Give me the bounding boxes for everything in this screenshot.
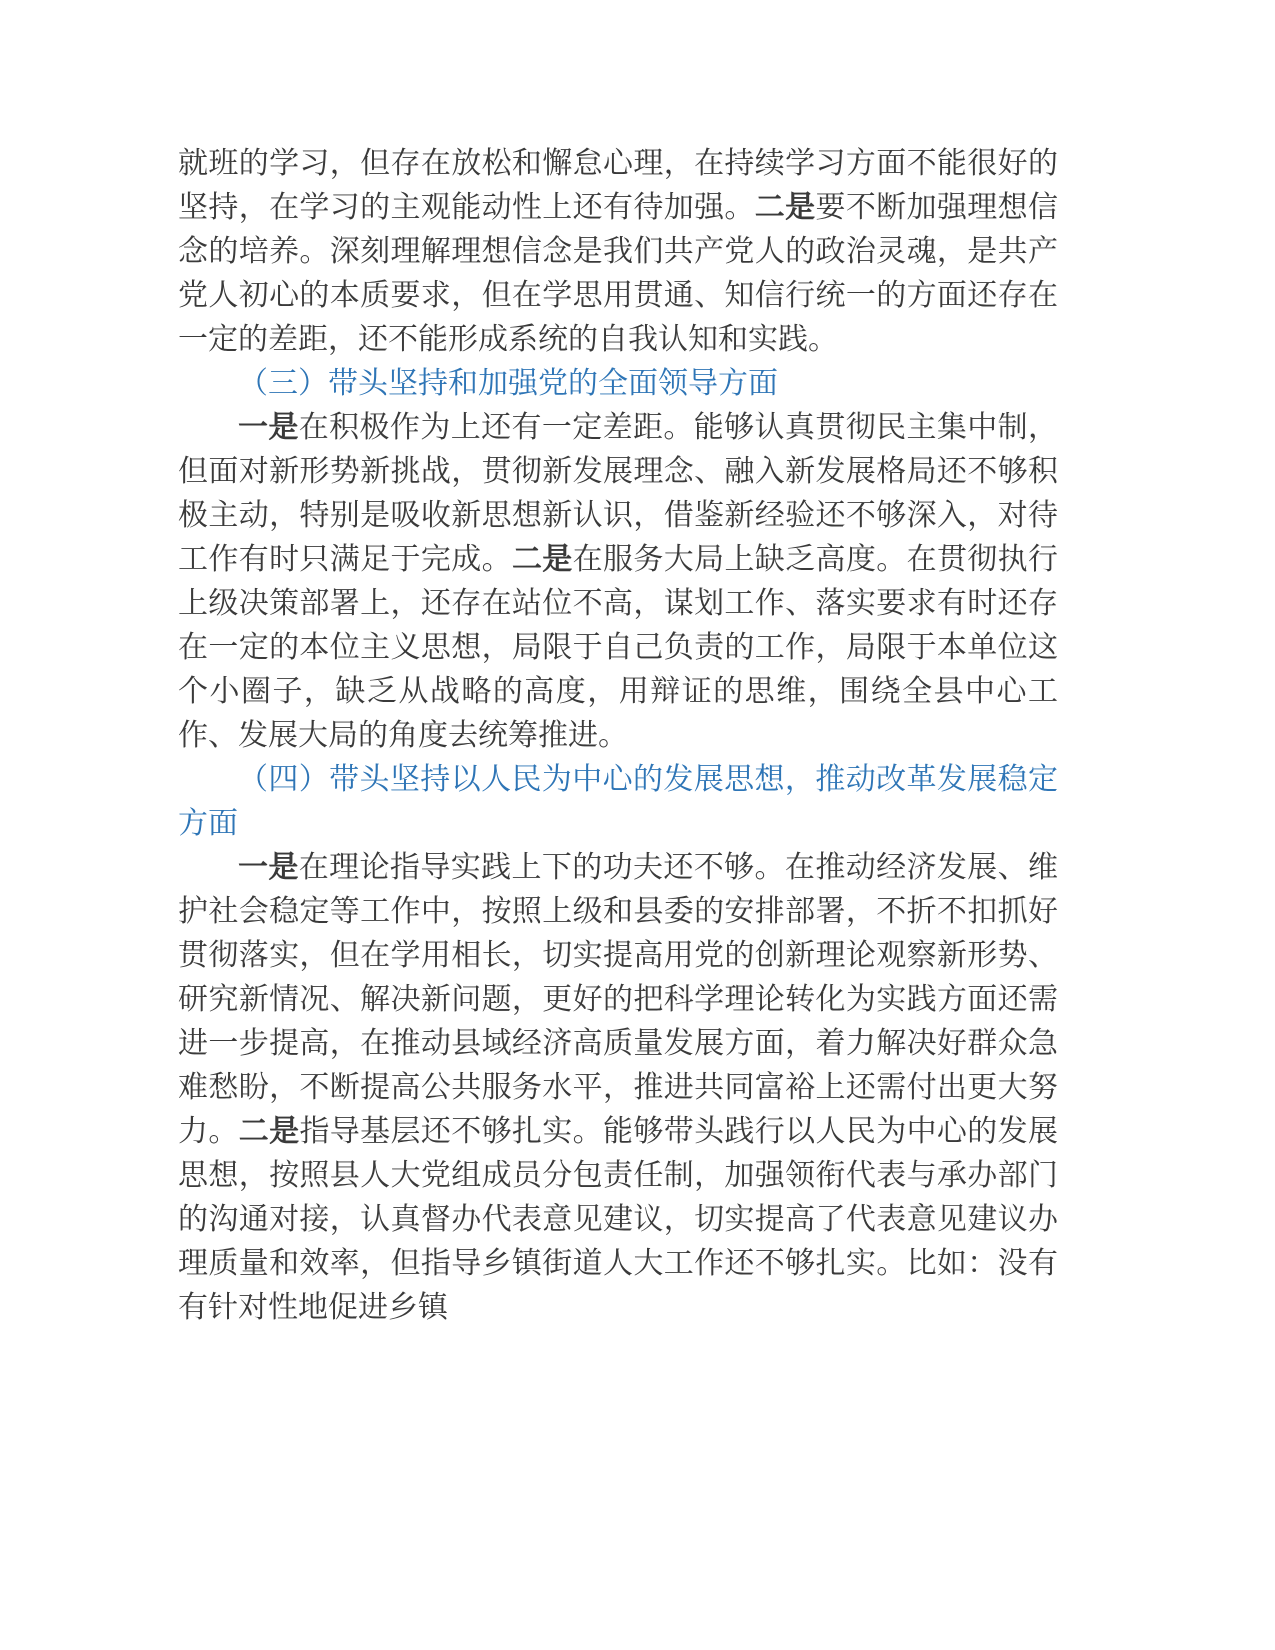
- paragraph-section-3: [178, 406, 1058, 758]
- document-page: [178, 142, 1058, 1330]
- paragraph-text: 指导基层还不够扎实。能够带头践行以人民为中心的发展思想，按照县人大党组成员分包责任制，加强领衔代表与承办部门的沟通对接，认真督办代表意见建议，切实提高了代表意见建议办理质量和效率，但指导乡镇街道人大工作还不够扎实。比如：没有有针对性地促进乡镇: [178, 1114, 1059, 1325]
- paragraph-text: 要不断加强理想信念的培养。深刻理解理想信念是我们共产党人的政治灵魂，是共产党人初心的本质要求，但在学思用贯通、知信行统一的方面还存在一定的差距，还不能形成系统的自我认知和实践。: [178, 190, 1059, 357]
- paragraph-text: 就班的学习，但存在放松和懈怠心理，在持续学习方面不能很好的坚持，在学习的主观能动性上还有待加强。: [178, 146, 1058, 225]
- paragraph-continued: [178, 142, 1058, 362]
- emphasis-lead: 二是: [238, 1114, 300, 1149]
- paragraph-section-4: [178, 846, 1058, 1330]
- paragraph-text: 在服务大局上缺乏高度。在贯彻执行上级决策部署上，还存在站位不高，谋划工作、落实要求有时还存在一定的本位主义思想，局限于自己负责的工作，局限于本单位这个小圈子，缺乏从战略的高度，用辩证的思维，围绕全县中心工作、发展大局的角度去统筹推进。: [178, 542, 1059, 753]
- paragraph-text: 在理论指导实践上下的功夫还不够。在推动经济发展、维护社会稳定等工作中，按照上级和县委的安排部署，不折不扣抓好贯彻落实，但在学用相长，切实提高用党的创新理论观察新形势、研究新情况、解决新问题，更好的把科学理论转化为实践方面还需进一步提高，在推动县域经济高质量发展方面，着力解决好群众急难愁盼，不断提高公共服务水平，推进共同富裕上还需付出更大努力。: [178, 850, 1059, 1149]
- section-heading-4: （四）带头坚持以人民为中心的发展思想，推动改革发展稳定方面: [178, 762, 1058, 841]
- emphasis-lead: 一是: [238, 850, 299, 885]
- emphasis-lead: 二是: [511, 542, 573, 577]
- emphasis-lead: 一是: [238, 410, 299, 445]
- section-heading-3: （三）带头坚持和加强党的全面领导方面: [238, 366, 778, 401]
- emphasis-lead: 二是: [754, 190, 816, 225]
- paragraph-text: 在积极作为上还有一定差距。能够认真贯彻民主集中制，但面对新形势新挑战，贯彻新发展理念、融入新发展格局还不够积极主动，特别是吸收新思想新认识，借鉴新经验还不够深入，对待工作有时只满足于完成。: [178, 410, 1059, 577]
